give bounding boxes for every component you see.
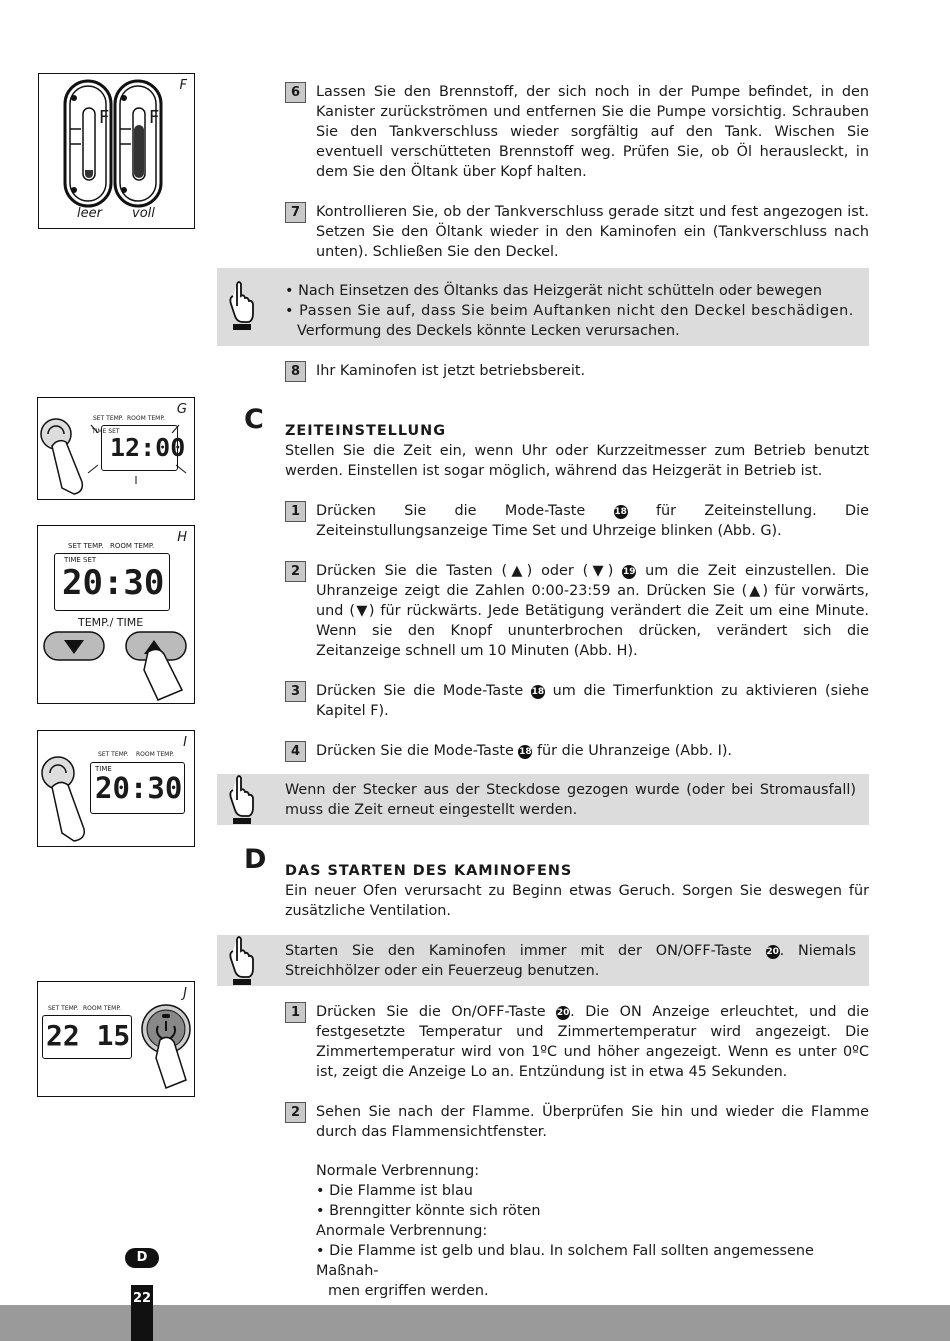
- page-number-tab: [131, 1285, 153, 1341]
- combustion-list: [316, 1161, 869, 1301]
- lcd-time: 20:30: [95, 771, 183, 805]
- note-line: • Passen Sie auf, dass Sie beim Auftanken nicht den Deckel beschädigen.: [285, 303, 854, 319]
- note-box-power-cut: [217, 774, 869, 825]
- section-intro-c: Stellen Sie die Zeit ein, wenn Uhr oder Kurzzeitmesser zum Betrieb benutzt werden. Einstellen ist sogar möglich, während das Heizgerät in Betrieb ist.: [285, 443, 869, 479]
- section-letter-d: D: [244, 844, 267, 875]
- step-text: Kontrollieren Sie, ob der Tankverschluss gerade sitzt und fest angezogen ist. Setzen Sie den Öltank wieder in den Kaminofen ein (Tankverschluss nach unten). Schließen Sie den Deckel.: [316, 204, 869, 260]
- section-intro-d: Ein neuer Ofen verursacht zu Beginn etwas Geruch. Sorgen Sie deswegen für zusätzliche Ventilation.: [285, 883, 869, 919]
- mode-key-ref-icon: 18: [614, 507, 627, 517]
- room-temp-label: ROOM TEMP.: [127, 415, 165, 422]
- set-temp-label: SET TEMP.: [68, 542, 104, 550]
- note-text: [285, 268, 856, 341]
- lcd-display: [54, 553, 170, 611]
- note-text: Starten Sie den Kaminofen immer mit der ON/OFF-Taste 20. Niemals Streichhölzer oder ein Feuerzeug benutzen.: [285, 943, 856, 979]
- step-text: Drücken Sie die Mode-Taste 18 um die Timerfunktion zu aktivieren (siehe Kapitel F).: [316, 683, 869, 719]
- time-label: TIME: [95, 765, 112, 773]
- figure-h: [37, 525, 195, 704]
- pointing-hand-icon: [225, 774, 255, 826]
- mode-key-ref-icon: 18: [531, 687, 545, 697]
- step-text: Drücken Sie die Mode-Taste 18 für die Uhranzeige (Abb. I).: [316, 743, 733, 759]
- note-line: Verformung des Deckels könnte Lecken verursachen.: [297, 323, 680, 339]
- room-temp-label: ROOM TEMP.: [110, 542, 155, 550]
- step-text: Drücken Sie die Tasten (▲) oder (▼) 19 um die Zeit einzustellen. Die Uhranzeige zeigt die Zahlen 0:00-23:59 an. Drücken Sie (▲) für vorwärts, und (▼) für rückwärts. Jede Betätigung verändert die Zeit um eine Minute. Wenn sie den Knopf ununterbrochen drücken, verändert sich die Zeitanzeige schnell um 10 Minuten (Abb. H).: [316, 563, 870, 659]
- gauge-f-left: F: [99, 107, 110, 128]
- fuel-gauge-illustration: [59, 78, 209, 213]
- figure-j: [37, 981, 195, 1097]
- lcd-display: [90, 762, 185, 814]
- figure-label: G: [176, 402, 187, 417]
- arrow-key-ref-icon: 19: [623, 567, 636, 577]
- time-set-label: TIME SET: [64, 556, 97, 564]
- step-number: 7: [285, 202, 306, 223]
- page-number: 22: [132, 1291, 152, 1306]
- step-number: 8: [285, 361, 306, 382]
- step-d1: [285, 1002, 869, 1082]
- step-c2: [285, 561, 869, 661]
- abnormal-combustion-title: Anormale Verbrennung:: [316, 1223, 488, 1239]
- lcd-display: [42, 1015, 132, 1059]
- step-text: Drücken Sie die Mode-Taste 18 für Zeiteinstellung. Die Zeiteinstullungsanzeige Time Set und Uhrzeige blinken (Abb. G).: [316, 503, 869, 539]
- step-number: 1: [285, 501, 306, 522]
- figure-label: F: [179, 78, 187, 93]
- list-item: • Die Flamme ist blau: [316, 1183, 473, 1199]
- step-7: [285, 202, 869, 262]
- figure-f: [38, 73, 195, 229]
- list-item: • Die Flamme ist gelb und blau. In solchem Fall sollten angemessene Maßnah-: [316, 1243, 814, 1279]
- step-c3: [285, 681, 869, 721]
- step-number: 6: [285, 82, 306, 103]
- section-letter-c: C: [244, 404, 264, 435]
- figure-label: H: [177, 530, 187, 545]
- step-8: [285, 361, 869, 381]
- step-text: Drücken Sie die On/OFF-Taste 20. Die ON Anzeige erleuchtet, und die festgesetzte Temperatur und Zimmertemperatur wird angezeigt. Die Zimmertemperatur wird von 1ºC und höher angezeigt. Wenn es unter 0ºC ist, zeigt die Anzeige Lo an. Entzündung ist in etwa 45 Sekunden.: [316, 1004, 869, 1080]
- step-text: Lassen Sie den Brennstoff, der sich noch in der Pumpe befindet, in den Kanister zurückströmen und entfernen Sie die Pumpe vorsichtig. Schrauben Sie den Tankverschluss wieder sorgfältig auf den Tank. Wischen Sie eventuell verschütteten Brennstoff weg. Prüfen Sie, ob Öl herausleckt, in dem Sie den Öltank über Kopf halten.: [316, 84, 869, 180]
- note-text: Wenn der Stecker aus der Steckdose gezogen wurde (oder bei Stromausfall) muss die Zeit erneut eingestellt werden.: [285, 782, 856, 818]
- language-badge: D: [125, 1248, 159, 1268]
- blink-rays-icon: [38, 398, 196, 501]
- list-item: men ergriffen werden.: [328, 1283, 489, 1299]
- temp-time-label: TEMP./ TIME: [78, 616, 144, 629]
- step-6: [285, 82, 869, 182]
- list-item: • Brenngitter könnte sich röten: [316, 1203, 541, 1219]
- leer-label: leer: [77, 206, 102, 221]
- set-temp-label: SET TEMP.: [93, 415, 124, 422]
- figure-label: J: [183, 986, 187, 1001]
- step-number: 1: [285, 1002, 306, 1023]
- room-temp-label: ROOM TEMP.: [136, 751, 174, 758]
- step-text: Sehen Sie nach der Flamme. Überprüfen Sie hin und wieder die Flamme durch das Flammensichtfenster.: [316, 1104, 869, 1140]
- figure-g: [37, 397, 195, 500]
- section-heading-c: ZEITEINSTELLUNG: [285, 423, 447, 439]
- gauge-f-right: F: [149, 107, 160, 128]
- room-temp-label: ROOM TEMP.: [83, 1005, 121, 1012]
- set-temp-label: SET TEMP.: [98, 751, 129, 758]
- power-button-icon: [136, 984, 196, 1094]
- time-set-label: TIME SET: [92, 428, 120, 435]
- normal-combustion-title: Normale Verbrennung:: [316, 1163, 480, 1179]
- step-number: 2: [285, 1102, 306, 1123]
- section-heading-d: DAS STARTEN DES KAMINOFENS: [285, 863, 573, 879]
- figure-label: I: [183, 735, 187, 750]
- set-temp-label: SET TEMP.: [48, 1005, 79, 1012]
- lcd-temperature: 22 15: [46, 1019, 131, 1052]
- onoff-key-ref-icon: 20: [766, 947, 779, 957]
- step-text: Ihr Kaminofen ist jetzt betriebsbereit.: [316, 363, 586, 379]
- step-c1: [285, 501, 869, 541]
- note-box-tank: [217, 268, 869, 346]
- note-box-start: [217, 935, 869, 986]
- pointing-hand-icon: [225, 935, 255, 987]
- lcd-time: 20:30: [62, 563, 165, 603]
- note-line: • Nach Einsetzen des Öltanks das Heizgerät nicht schütteln oder bewegen: [285, 283, 822, 299]
- lcd-time: 12:00: [110, 433, 186, 462]
- step-number: 3: [285, 681, 306, 702]
- figure-i: [37, 730, 195, 847]
- step-number: 4: [285, 741, 306, 762]
- onoff-key-ref-icon: 20: [556, 1008, 570, 1018]
- step-number: 2: [285, 561, 306, 582]
- arrow-buttons-illustration: [38, 628, 196, 703]
- step-d2: [285, 1102, 869, 1142]
- pointing-hand-icon: [225, 280, 255, 332]
- step-c4: [285, 741, 869, 761]
- voll-label: voll: [132, 206, 155, 221]
- mode-key-ref-icon: 18: [519, 747, 532, 757]
